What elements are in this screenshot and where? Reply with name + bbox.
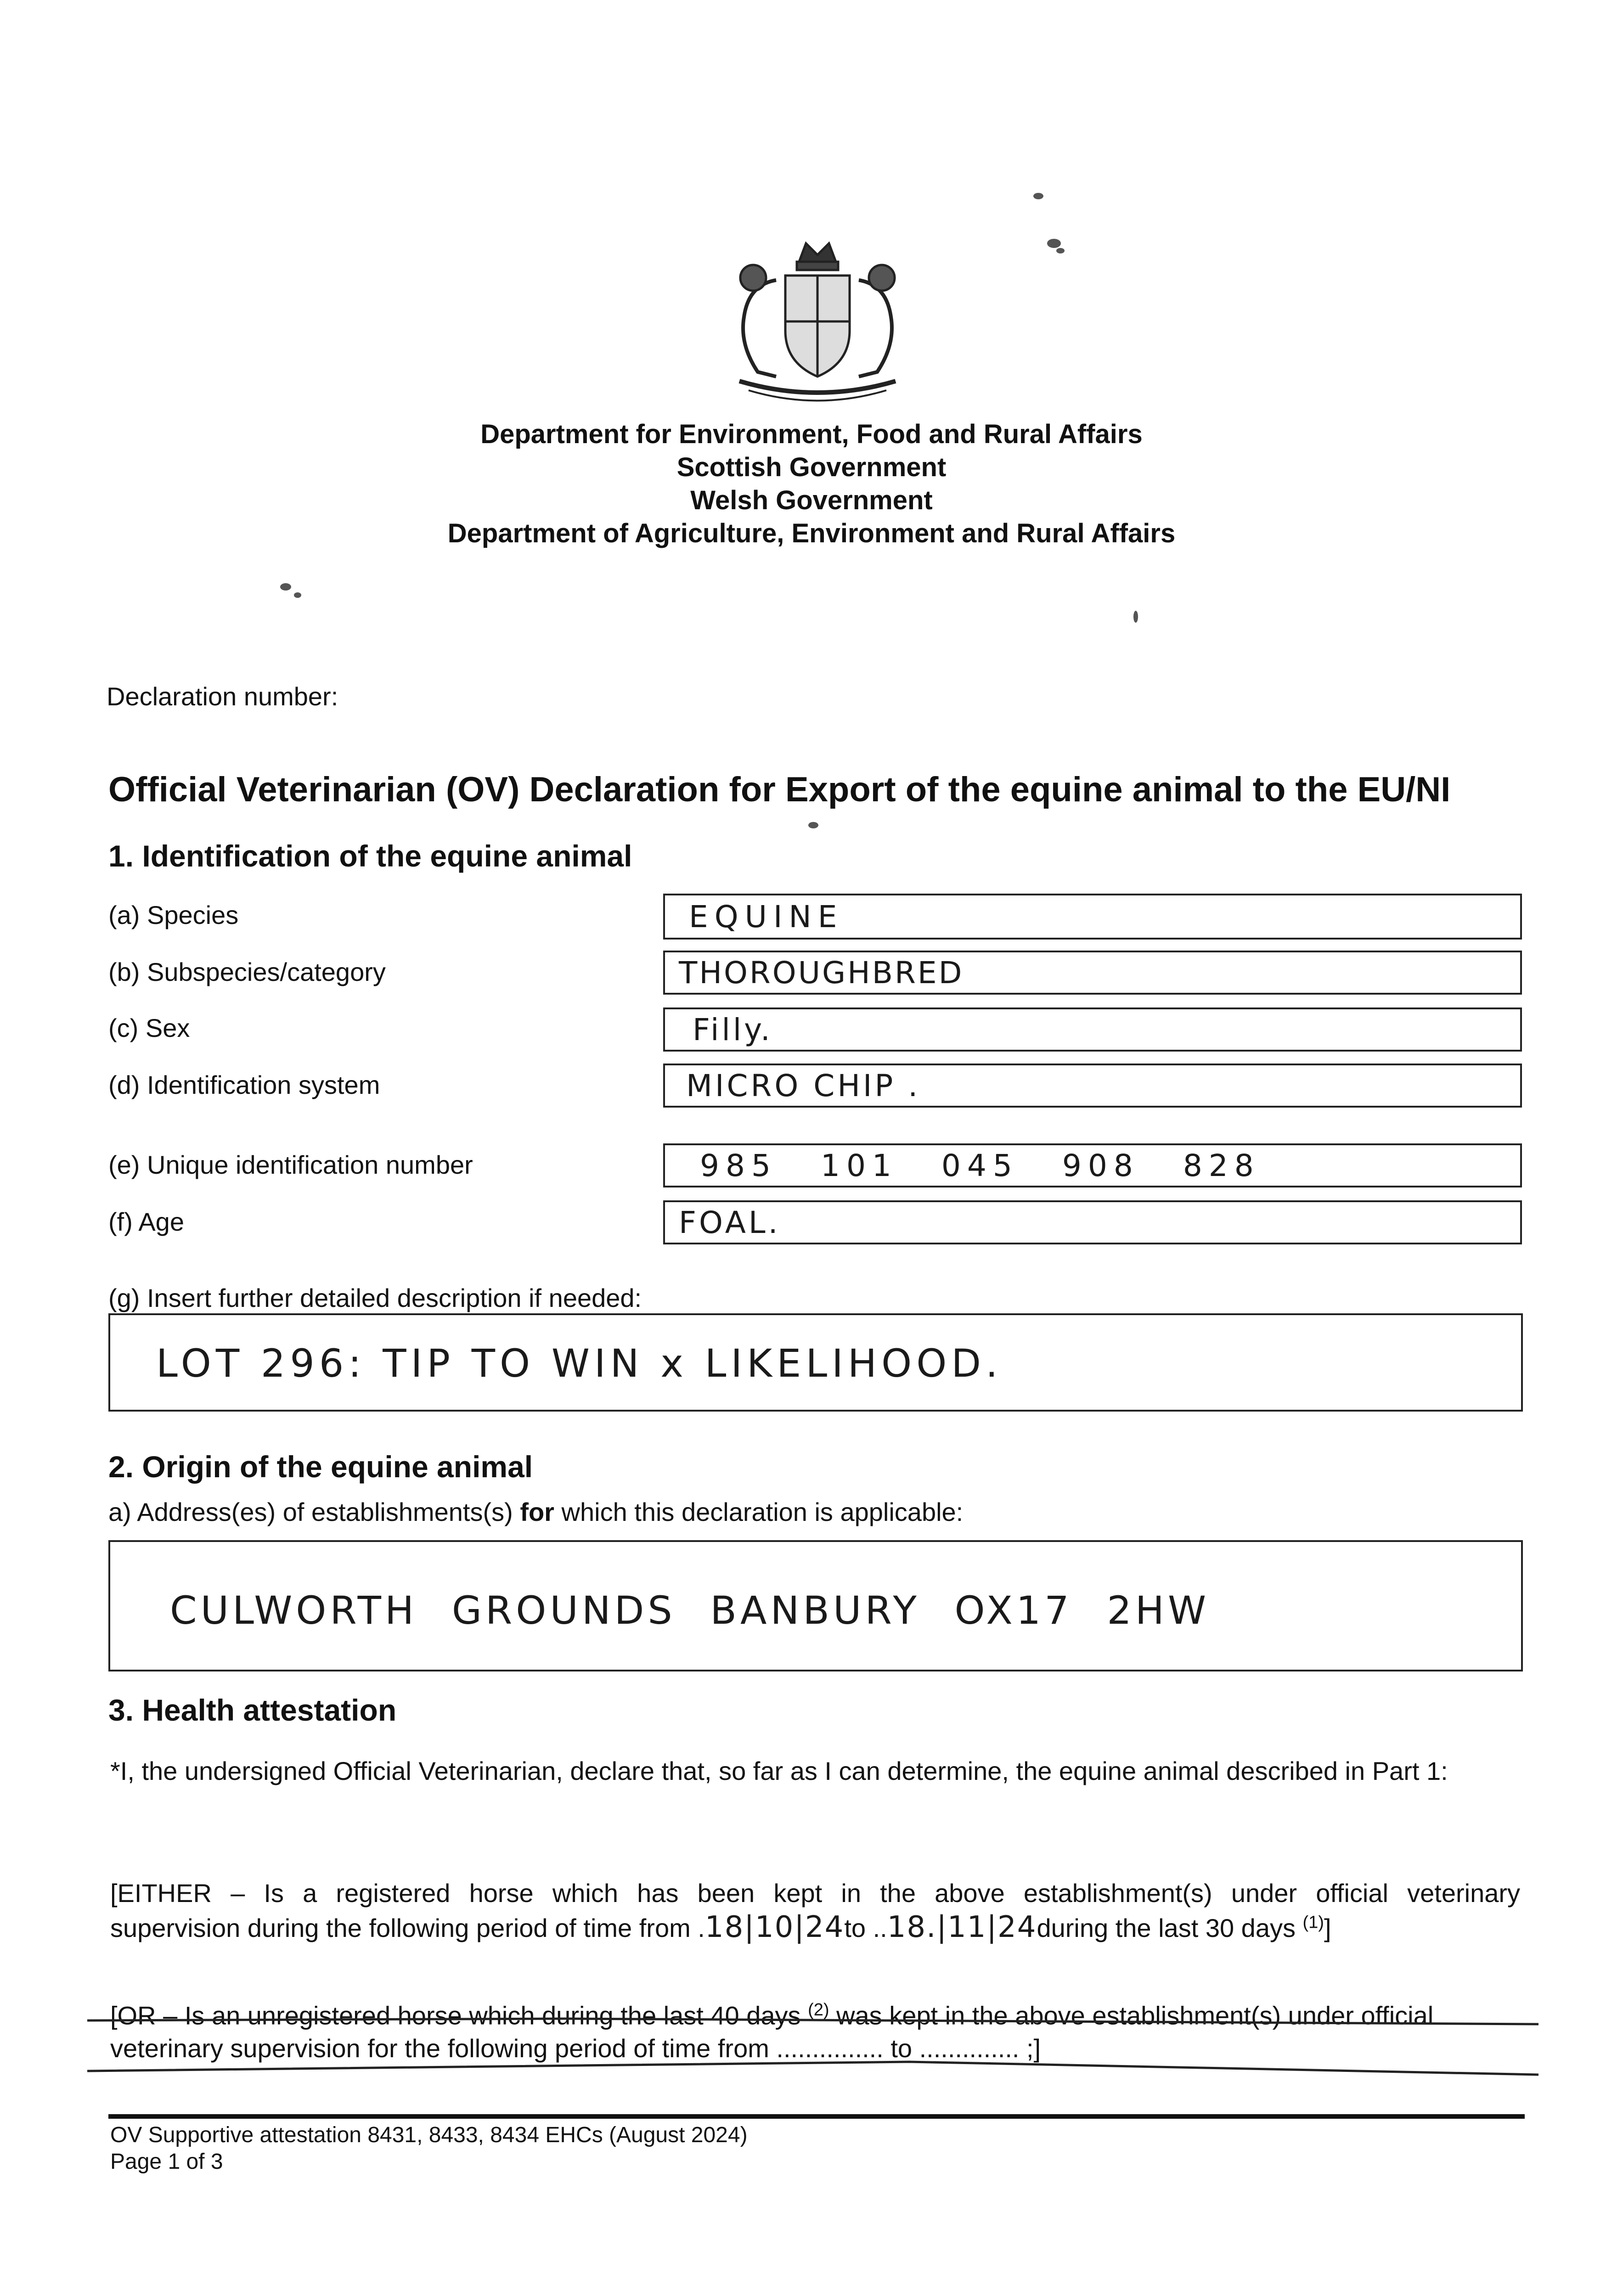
footer-rule — [108, 2114, 1525, 2119]
either-clause-line2 — [110, 1910, 1331, 1944]
either-footnote-ref: (1) — [1302, 1913, 1324, 1932]
or-pre: [OR – Is an unregistered horse which during the last 40 days — [110, 2001, 808, 2030]
or-footnote-ref: (2) — [808, 2000, 829, 2020]
either-to-date: 18.|11|24 — [887, 1910, 1037, 1944]
field-label-id-system: (d) Identification system — [108, 1070, 380, 1099]
dept-daera: Department of Agriculture, Environment and Rural Affairs — [447, 518, 1176, 548]
field-label-species: (a) Species — [108, 900, 239, 929]
address-label-pre: a) Address(es) of establishments(s) — [108, 1497, 520, 1526]
section1-heading: 1. Identification of the equine animal — [108, 839, 632, 873]
field-box-sex[interactable] — [663, 1007, 1522, 1052]
either-clause-line1: [EITHER – Is a registered horse which has been kept in the above establishment(s) under official veterinary — [110, 1879, 1520, 1908]
further-description-label: (g) Insert further detailed description if needed: — [108, 1283, 642, 1312]
address-box[interactable] — [108, 1540, 1523, 1671]
field-label-sex: (c) Sex — [108, 1013, 190, 1042]
page-number: Page 1 of 3 — [110, 2150, 223, 2174]
or-clause-strikethrough — [83, 2002, 1543, 2085]
either-post: during the last 30 days — [1037, 1913, 1303, 1942]
page-title: Official Veterinarian (OV) Declaration for Export of the equine animal to the EU/NI — [108, 770, 1451, 809]
field-box-subspecies[interactable] — [663, 951, 1522, 995]
or-clause-line2: veterinary supervision for the following period of time from ............... to .............. ;] — [110, 2034, 1041, 2063]
field-box-species[interactable] — [663, 894, 1522, 940]
or-post: was kept in the above establishment(s) under official — [829, 2001, 1434, 2030]
either-from-date: 18|10|24 — [704, 1910, 845, 1944]
address-label-post: which this declaration is applicable: — [554, 1497, 964, 1526]
field-value-id-system: MICRO CHIP . — [686, 1068, 921, 1103]
field-value-species: EQUINE — [689, 899, 844, 934]
either-close: ] — [1324, 1913, 1331, 1942]
address-value: CULWORTH GROUNDS BANBURY OX17 2HW — [170, 1588, 1210, 1633]
further-description-box[interactable] — [108, 1313, 1523, 1412]
footer-attestation-ref: OV Supportive attestation 8431, 8433, 8434 EHCs (August 2024) — [110, 2123, 748, 2147]
section2-heading: 2. Origin of the equine animal — [108, 1450, 533, 1484]
address-label — [108, 1497, 963, 1527]
royal-crest-icon — [721, 230, 914, 404]
health-intro: *I, the undersigned Official Veterinarian, declare that, so far as I can determine, the equine animal described in Part 1: — [110, 1756, 1448, 1785]
section3-heading: 3. Health attestation — [108, 1693, 397, 1727]
dept-scottish-gov: Scottish Government — [676, 452, 947, 482]
field-label-unique-id: (e) Unique identification number — [108, 1150, 473, 1179]
declaration-number-label: Declaration number: — [107, 682, 338, 711]
field-value-unique-id: 985 101 045 908 828 — [700, 1148, 1260, 1183]
field-box-unique-id[interactable] — [663, 1143, 1522, 1187]
field-value-sex: Filly. — [693, 1012, 773, 1047]
dept-welsh-gov: Welsh Government — [690, 485, 933, 515]
field-box-id-system[interactable] — [663, 1064, 1522, 1108]
field-label-subspecies: (b) Subspecies/category — [108, 957, 386, 986]
field-value-age: FOAL. — [679, 1205, 781, 1240]
address-label-bold: for — [520, 1497, 554, 1526]
either-to-word: to .. — [844, 1913, 887, 1942]
field-label-age: (f) Age — [108, 1207, 184, 1236]
further-description-value: LOT 296: TIP TO WIN x LIKELIHOOD. — [156, 1341, 1003, 1386]
either-pre: supervision during the following period of time from . — [110, 1913, 705, 1942]
field-value-subspecies: THOROUGHBRED — [679, 955, 964, 990]
dept-defra: Department for Environment, Food and Rural Affairs — [480, 419, 1143, 449]
field-box-age[interactable] — [663, 1200, 1522, 1244]
